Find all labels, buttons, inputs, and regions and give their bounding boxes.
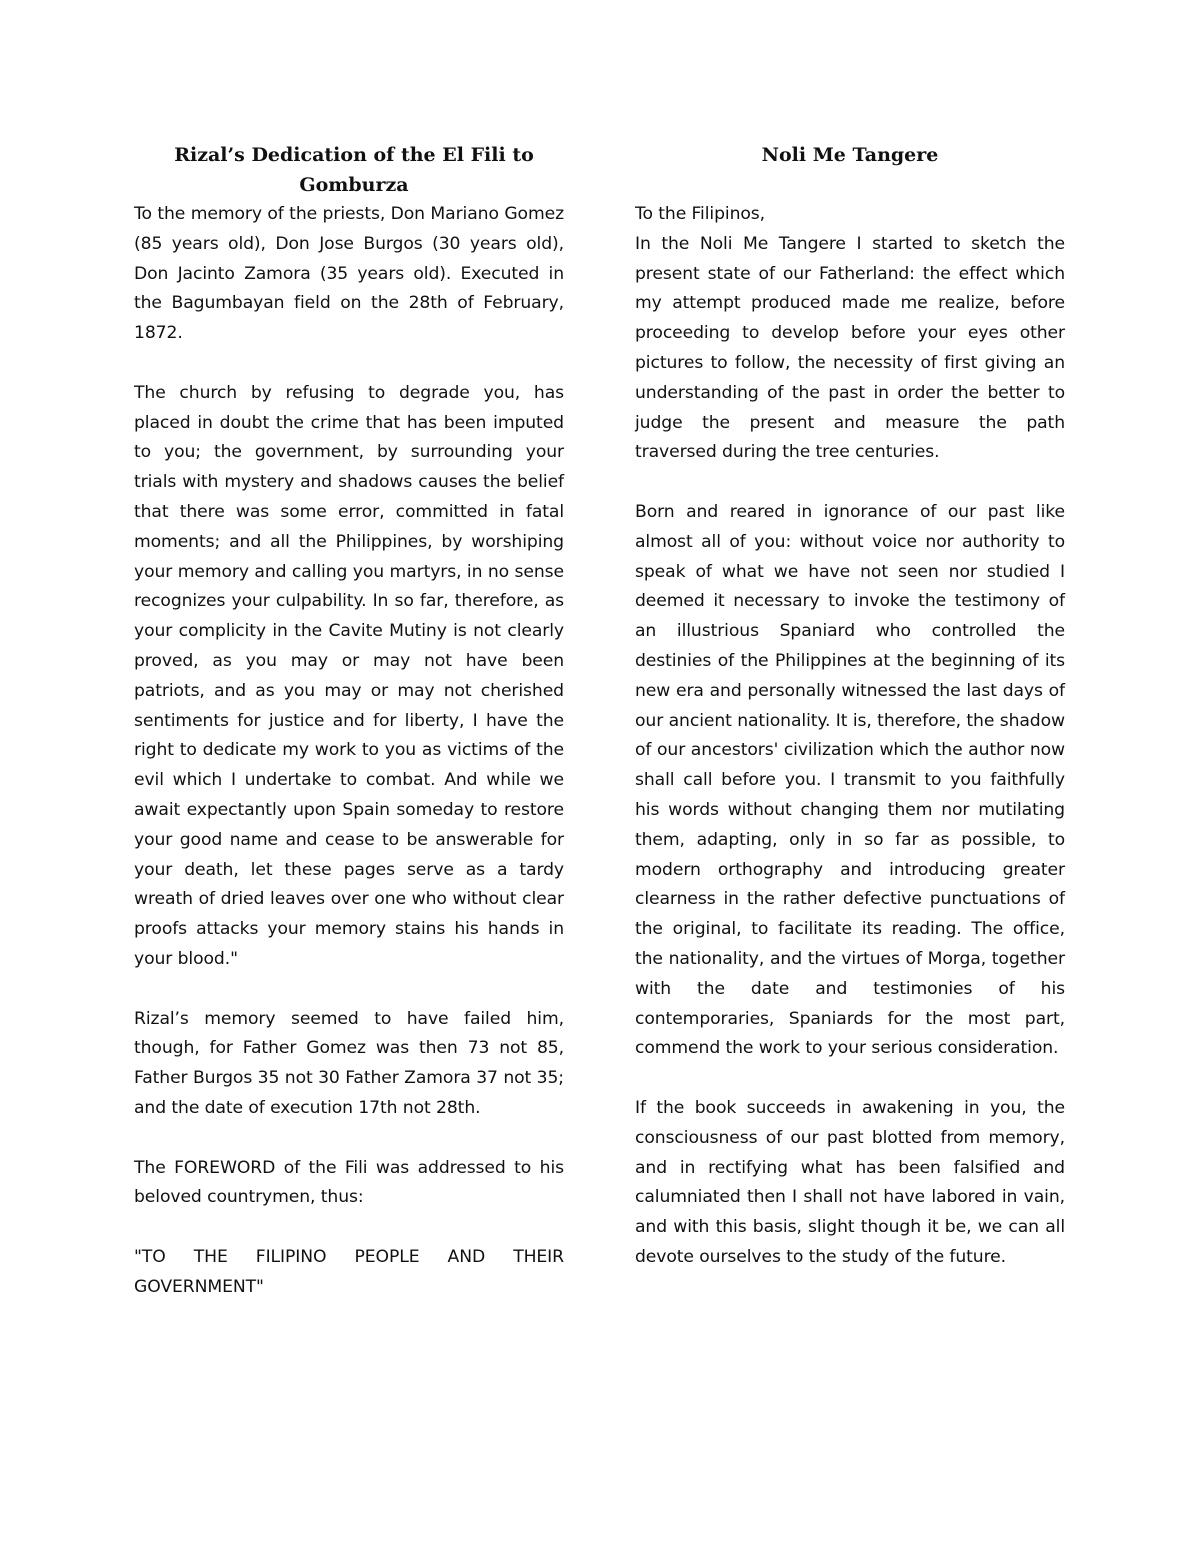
dedication-paragraph: To the memory of the priests, Don Mariano Gomez (85 years old), Don Jose Burgos (30 years old), Don Jacinto Zamora (35 years old). Executed in the Bagumbayan field on the 28th of February, 1872. (134, 204, 564, 344)
foreword-heading-quote: "TO THE FILIPINO PEOPLE AND THEIR GOVERNMENT" (134, 1246, 564, 1297)
right-column (635, 140, 1065, 1273)
dedication-body-paragraph: The church by refusing to degrade you, has placed in doubt the crime that has been imputed to you; the government, by surrounding your trials with mystery and shadows causes the belief that there was some error, committed in fatal moments; and all the Philippines, by worshiping your memory and calling you martyrs, in no sense recognizes your culpability. In so far, therefore, as your complicity in the Cavite Mutiny is not clearly proved, as you may or may not have been patriots, and as you may or may not cherished sentiments for justice and for liberty, I have the right to dedicate my work to you as victims of the evil which I undertake to combat. And while we await expectantly upon Spain someday to restore your good name and cease to be answerable for your death, let these pages serve as a tardy wreath of dried leaves over one who without clear proofs attacks your memory stains his hands in your blood." (134, 382, 564, 969)
left-column (134, 140, 564, 1302)
noli-closing-paragraph: If the book succeeds in awakening in you, the consciousness of our past blotted from memory, and in rectifying what has been falsified and calumniated then I shall not have labored in vain, and with this basis, slight though it be, we can all devote ourselves to the study of the future. (635, 1097, 1065, 1267)
noli-body-paragraph: Born and reared in ignorance of our past like almost all of you: without voice nor authority to speak of what we have not seen nor studied I deemed it necessary to invoke the testimony of an illustrious Spaniard who controlled the destinies of the Philippines at the beginning of its new era and personally witnessed the last days of our ancient nationality. It is, therefore, the shadow of our ancestors' civilization which the author now shall call before you. I transmit to you faithfully his words without changing them nor mutilating them, adapting, only in so far as possible, to modern orthography and introducing greater clearness in the rather defective punctuations of the original, to facilitate its reading. The office, the nationality, and the virtues of Morga, together with the date and testimonies of his contemporaries, Spaniards for the most part, commend the work to your serious consideration. (635, 501, 1065, 1059)
noli-intro-paragraph: To the Filipinos, In the Noli Me Tangere I started to sketch the present state of our Fatherland: the effect which my attempt produced made me realize, before proceeding to develop before your eyes other pictures to follow, the necessity of first giving an understanding of the past in order the better to judge the present and measure the path traversed during the tree centuries. (635, 204, 1065, 463)
left-column-title: Rizal’s Dedication of the El Fili to Gomburza (174, 144, 534, 196)
memory-note-paragraph: Rizal’s memory seemed to have failed him, though, for Father Gomez was then 73 not 85, Father Burgos 35 not 30 Father Zamora 37 not 35; and the date of execution 17th not 28th. (134, 1008, 564, 1118)
right-column-title: Noli Me Tangere (761, 144, 939, 166)
foreword-intro-paragraph: The FOREWORD of the Fili was addressed to his beloved countrymen, thus: (134, 1157, 564, 1208)
